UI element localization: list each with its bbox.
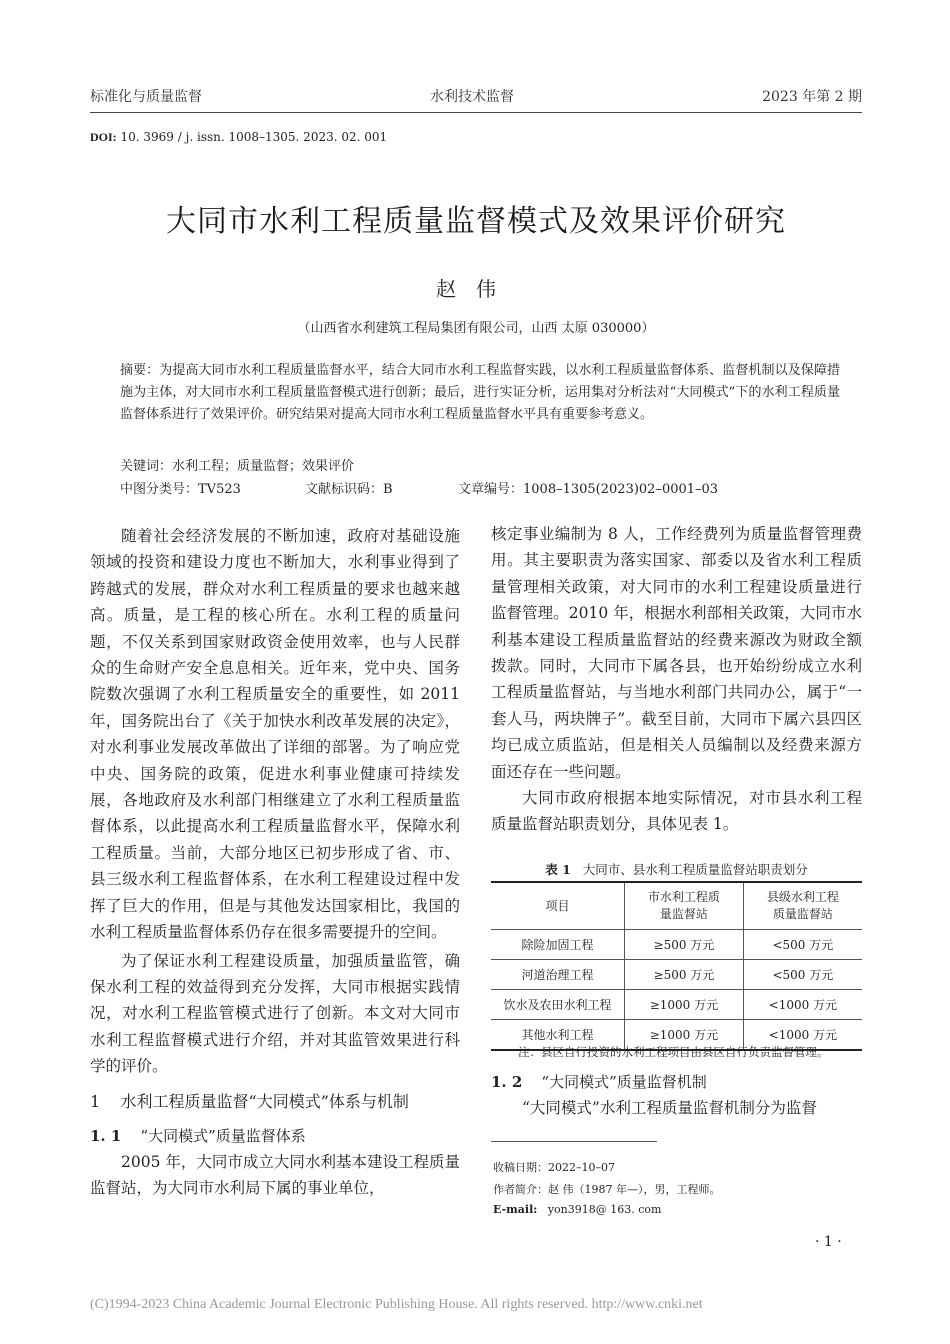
section-1-2-block xyxy=(491,1069,862,1122)
table-cell: 河道治理工程 xyxy=(491,960,625,990)
table-row xyxy=(491,990,862,1020)
email[interactable] xyxy=(493,1203,661,1216)
abstract xyxy=(120,360,840,426)
doc-value: B xyxy=(383,482,393,497)
article-number xyxy=(458,478,718,497)
keywords xyxy=(120,455,354,474)
table-caption xyxy=(491,860,862,878)
keywords-text: 水利工程；质量监督；效果评价 xyxy=(172,459,355,474)
table-cell: <500 万元 xyxy=(743,930,862,960)
journal-section: 标准化与质量监督 xyxy=(90,89,202,105)
table-cell: 饮水及农田水利工程 xyxy=(491,990,625,1020)
intro-paragraph-2: 为了保证水利工程建设质量，加强质量监管，确保水利工程的效益得到充分发挥，大同市根据实践情况，对水利工程监管模式进行了创新。本文对大同市水利工程监督模式进行介绍，并对其监管效果进行科学的评价。 xyxy=(90,951,460,1076)
abstract-label: 摘要： xyxy=(120,363,160,378)
right-paragraph-2: 大同市政府根据本地实际情况，对市县水利工程质量监督站职责划分，具体见表 1。 xyxy=(491,789,862,834)
issue-info: 2023 年第 2 期 xyxy=(762,89,862,105)
author-name: 赵伟 xyxy=(436,277,516,301)
header-rule xyxy=(90,112,862,113)
table-header-project: 项目 xyxy=(491,882,625,930)
table-header-city: 市水利工程质 量监督站 xyxy=(625,882,744,930)
table-cell: ≥500 万元 xyxy=(625,930,744,960)
intro-paragraph-1: 随着社会经济发展的不断加速，政府对基础设施领域的投资和建设力度也不断加大，水利事业得到了跨越式的发展，群众对水利工程质量的要求也越来越高。质量，是工程的核心所在。水利工程的质量问题，不仅关系到国家财政资金使用效率，也与人民群众的生命财产安全息息相关。近年来，党中央、国务院数次强调了水利工程质量安全的重要性，如 2011 年，国务院出台了《关于加快水利改革发展的决定》，对水利事业发展改革做出了详细的部署。为了响应党中央、国务院的政策，促进水利事业健康可持续发展，各地政府及水利部门相继建立了水利工程质量监督体系，以此提高水利工程质量监督水平，保障水利工程质量。当前，大部分地区已初步形成了省、市、县三级水利工程监督体系，在水利工程建设过程中发挥了巨大的作用，但是与其他发达国家相比，我国的水利工程质量监督体系仍存在很多需要提升的空间。 xyxy=(90,527,460,942)
left-column xyxy=(90,523,460,1202)
table-cell: ≥500 万元 xyxy=(625,960,744,990)
table-row xyxy=(491,960,862,990)
document-code xyxy=(305,478,393,497)
affiliation: （山西省水利建筑工程局集团有限公司，山西 太原 030000） xyxy=(297,321,655,336)
page-number: · 1 · xyxy=(815,1234,842,1250)
table-cell: <1000 万元 xyxy=(743,1020,862,1051)
table-row xyxy=(491,930,862,960)
doi-label: DOI: xyxy=(90,130,117,144)
table-cell: <1000 万元 xyxy=(743,990,862,1020)
section-1-1-heading xyxy=(90,1123,460,1149)
table-header-row xyxy=(491,882,862,930)
footnote-rule xyxy=(491,1141,657,1142)
section-1-heading xyxy=(90,1089,460,1115)
author-bio-label: 作者简介： xyxy=(493,1183,548,1196)
doi[interactable] xyxy=(90,130,387,145)
email-label: E-mail: xyxy=(493,1203,538,1216)
section-1-1-number: 1. 1 xyxy=(90,1126,122,1145)
table-caption-number: 表 1 xyxy=(545,862,571,877)
section-1-2-heading xyxy=(491,1069,862,1095)
table-note: 注：县区自行投资的水利工程项目由县区自行负责监督管理。 xyxy=(518,1045,829,1059)
table-cell: ≥1000 万元 xyxy=(625,990,744,1020)
section-1-number: 1 xyxy=(90,1091,101,1111)
table-cell: 除险加固工程 xyxy=(491,930,625,960)
table-cell: <500 万元 xyxy=(743,960,862,990)
right-paragraph-1: 核定事业编制为 8 人，工作经费列为质量监督管理费用。其主要职责为落实国家、部委以及省水利工程质量管理相关政策，对大同市的水利工程建设质量进行监督管理。2010 年，根据水利部相关政策，大同市水利基本建设工程质量监督站的经费来源改为财政全额拨款。同时，大同市下属各县，也开始纷纷成立水利工程质量监督站，与当地水利部门共同办公，属于“一套人马，两块牌子”。截至目前，大同市下属六县四区均已成立质监站，但是相关人员编制以及经费来源方面还存在一些问题。 xyxy=(491,525,862,781)
section-1-2-paragraph: “大同模式”水利工程质量监督机制分为监督 xyxy=(522,1099,817,1118)
section-1-2-title: “大同模式”质量监督机制 xyxy=(541,1073,707,1091)
clc-label: 中图分类号： xyxy=(120,482,199,497)
right-column xyxy=(491,521,862,838)
table-caption-text: 大同市、县水利工程质量监督站职责划分 xyxy=(582,862,808,877)
journal-name: 水利技术监督 xyxy=(430,89,514,105)
table-cell: 其他水利工程 xyxy=(491,1020,625,1051)
abstract-text: 为提高大同市水利工程质量监督水平，结合大同市水利工程监督实践，以水利工程质量监督体系、监督机制以及保障措施为主体，对大同市水利工程质量监督模式进行创新；最后，进行实证分析，运用集对分析法对“大同模式”下的水利工程质量监督体系进行了效果评价。研究结果对提高大同市水利工程质量监督水平具有重要参考意义。 xyxy=(120,363,840,422)
paper-title: 大同市水利工程质量监督模式及效果评价研究 xyxy=(166,204,786,239)
section-1-1-title: “大同模式”质量监督体系 xyxy=(140,1126,306,1145)
doc-label: 文献标识码： xyxy=(305,482,384,497)
section-1-1-paragraph: 2005 年，大同市成立大同水利基本建设工程质量监督站，为大同市水利局下属的事业单位， xyxy=(90,1152,460,1198)
article-label: 文章编号： xyxy=(458,482,524,497)
received-label: 收稿日期： xyxy=(493,1161,548,1174)
article-value: 1008–1305(2023)02–0001–03 xyxy=(523,482,719,497)
keywords-label: 关键词： xyxy=(120,459,173,474)
copyright-footer: (C)1994-2023 China Academic Journal Electronic Publishing House. All rights reserved. http://www.cnki.net xyxy=(90,1297,703,1312)
table-header-county: 县级水利工程 质量监督站 xyxy=(743,882,862,930)
clc-number xyxy=(120,478,241,497)
author-bio-value: 赵 伟（1987 年—），男，工程师。 xyxy=(548,1183,721,1196)
section-1-title: 水利工程质量监督“大同模式”体系与机制 xyxy=(120,1091,409,1111)
doi-value: 10. 3969 / j. issn. 1008–1305. 2023. 02. 001 xyxy=(120,130,388,144)
received-value: 2022–10–07 xyxy=(548,1161,615,1174)
received-date xyxy=(493,1159,615,1175)
email-value[interactable]: yon3918@ 163. com xyxy=(547,1203,662,1216)
clc-value: TV523 xyxy=(198,482,241,497)
responsibility-table xyxy=(491,881,862,1051)
section-1-2-number: 1. 2 xyxy=(491,1073,523,1091)
table-cell: ≥1000 万元 xyxy=(625,1020,744,1051)
author-bio xyxy=(493,1181,721,1197)
